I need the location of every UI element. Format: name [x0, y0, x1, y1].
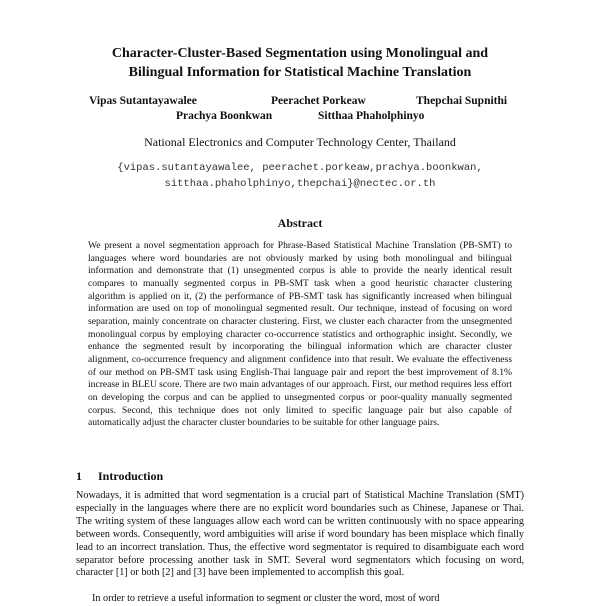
- introduction-paragraph: Nowadays, it is admitted that word segmentation is a crucial part of Statistical Machine Translation (SMT) especially in the languages where there are no explicit word boundaries such as Chinese, Japanese or Thai. The writing system of these languages allow each word can be written continuously with no space appearing between words. Consequently, word ambiguities will arise if word boundary has been misplace which finally lead to an incorrect translation. Thus, the effective word segmentator is required to disambiguate each word separator before processing another task in SMT. Several word segmentators which focusing on word, character [1] or both [2] and [3] have been implemented to accomplish this goal.: [76, 490, 524, 579]
- author-name: Thepchai Supnithi: [416, 95, 508, 107]
- section-title: Introduction: [98, 469, 164, 483]
- section-number: 1: [76, 469, 82, 483]
- email-line-2: sitthaa.phaholphinyo,thepchai}@nectec.or.th: [164, 178, 436, 190]
- author-emails: [60, 160, 540, 192]
- abstract-heading: Abstract: [277, 216, 323, 230]
- author-name: Prachya Boonkwan: [176, 110, 273, 122]
- author-name: Peerachet Porkeaw: [271, 95, 366, 107]
- title-line-2: Bilingual Information for Statistical Machine Translation: [128, 65, 472, 80]
- author-name: Vipas Sutantayawalee: [89, 95, 197, 107]
- author-name: Sitthaa Phaholphinyo: [318, 110, 425, 122]
- section-heading: [76, 469, 163, 484]
- affiliation: National Electronics and Computer Technology Center, Thailand: [144, 135, 456, 149]
- abstract-body: We present a novel segmentation approach for Phrase-Based Statistical Machine Translation (PB-SMT) to languages where word boundaries are not obviously marked by using both monolingual and bilingual information and demonstrate that (1) unsegmented corpus is able to provide the nearly identical result compares to manually segmented corpus in PB-SMT task when a good heuristic character clustering algorithm is applied on it, (2) the performance of PB-SMT task has significantly increased when bilingual information are used on top of monolingual segmented result. Our technique, instead of focusing on word separation, mainly concentrate on character clustering. First, we cluster each character from the unsegmented monolingual corpus by employing character co-occurrence statistics and orthographic insight. Secondly, we enhance the segmented result by incorporating the bilingual information which are character cluster alignment, co-occurrence frequency and alignment confidence into that result. We evaluate the effectiveness of our method on PB-SMT task using English-Thai language pair and report the best improvement of 8.1% increase in BLEU score. There are two main advantages of our approach. First, our method requires less effort on developing the corpus and can be applied to unsegmented corpus or poor-quality manually segmented corpus. Second, this technique does not only limited to specific language pair but also capable of automatically adjust the character cluster boundaries to be suitable for other language pairs.: [88, 240, 512, 429]
- author-row-2: [0, 110, 600, 126]
- email-line-1: {vipas.sutantayawalee, peerachet.porkeaw,prachya.boonkwan,: [117, 162, 483, 174]
- introduction-paragraph-2: In order to retrieve a useful information to segment or cluster the word, most of word: [92, 593, 440, 604]
- title-line-1: Character-Cluster-Based Segmentation using Monolingual and: [111, 46, 489, 61]
- author-row-1: [0, 95, 600, 111]
- paper-title: [40, 44, 560, 82]
